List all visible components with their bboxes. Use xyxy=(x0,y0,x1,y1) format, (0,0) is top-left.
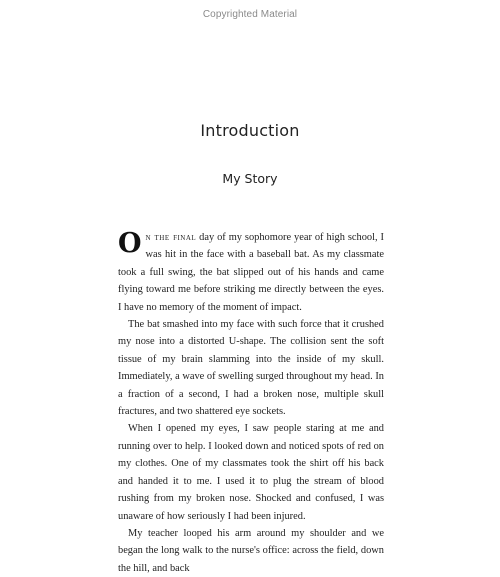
paragraph-4: My teacher looped his arm around my shoulder and we began the long walk to the nurse's office: across the field, down the hill, and back xyxy=(118,527,384,574)
copyright-watermark: Copyrighted Material xyxy=(202,9,298,20)
paragraph-1-text: day of my sophomore year of high school, I was hit in the face with a baseball bat. As my classmate took a full swing, the bat slipped out of his hands and came flying toward me before striking me directly between the eyes. I have no memory of the moment of impact. xyxy=(118,232,385,313)
chapter-body xyxy=(118,229,384,577)
chapter-title: Introduction xyxy=(200,121,300,140)
chapter-subtitle: My Story xyxy=(222,171,278,186)
lead-in-small-caps: n the final xyxy=(145,232,197,243)
paragraph-2: The bat smashed into my face with such force that it crushed my nose into a distorted U-shape. The collision sent the soft tissue of my brain slamming into the inside of my skull. Immediately, a wave of swelling surged throughout my head. In a fraction of a second, I had a broken nose, multiple skull fractures, and two shattered eye sockets. xyxy=(118,319,384,418)
drop-cap: O xyxy=(118,228,142,259)
paragraph-3: When I opened my eyes, I saw people staring at me and running over to help. I looked down and noticed spots of red on my clothes. One of my classmates took the shirt off his back and handed it to me. I used it to plug the stream of blood rushing from my broken nose. Shocked and confused, I was unaware of how seriously I had been injured. xyxy=(118,423,384,522)
paragraph-1 xyxy=(118,229,384,316)
